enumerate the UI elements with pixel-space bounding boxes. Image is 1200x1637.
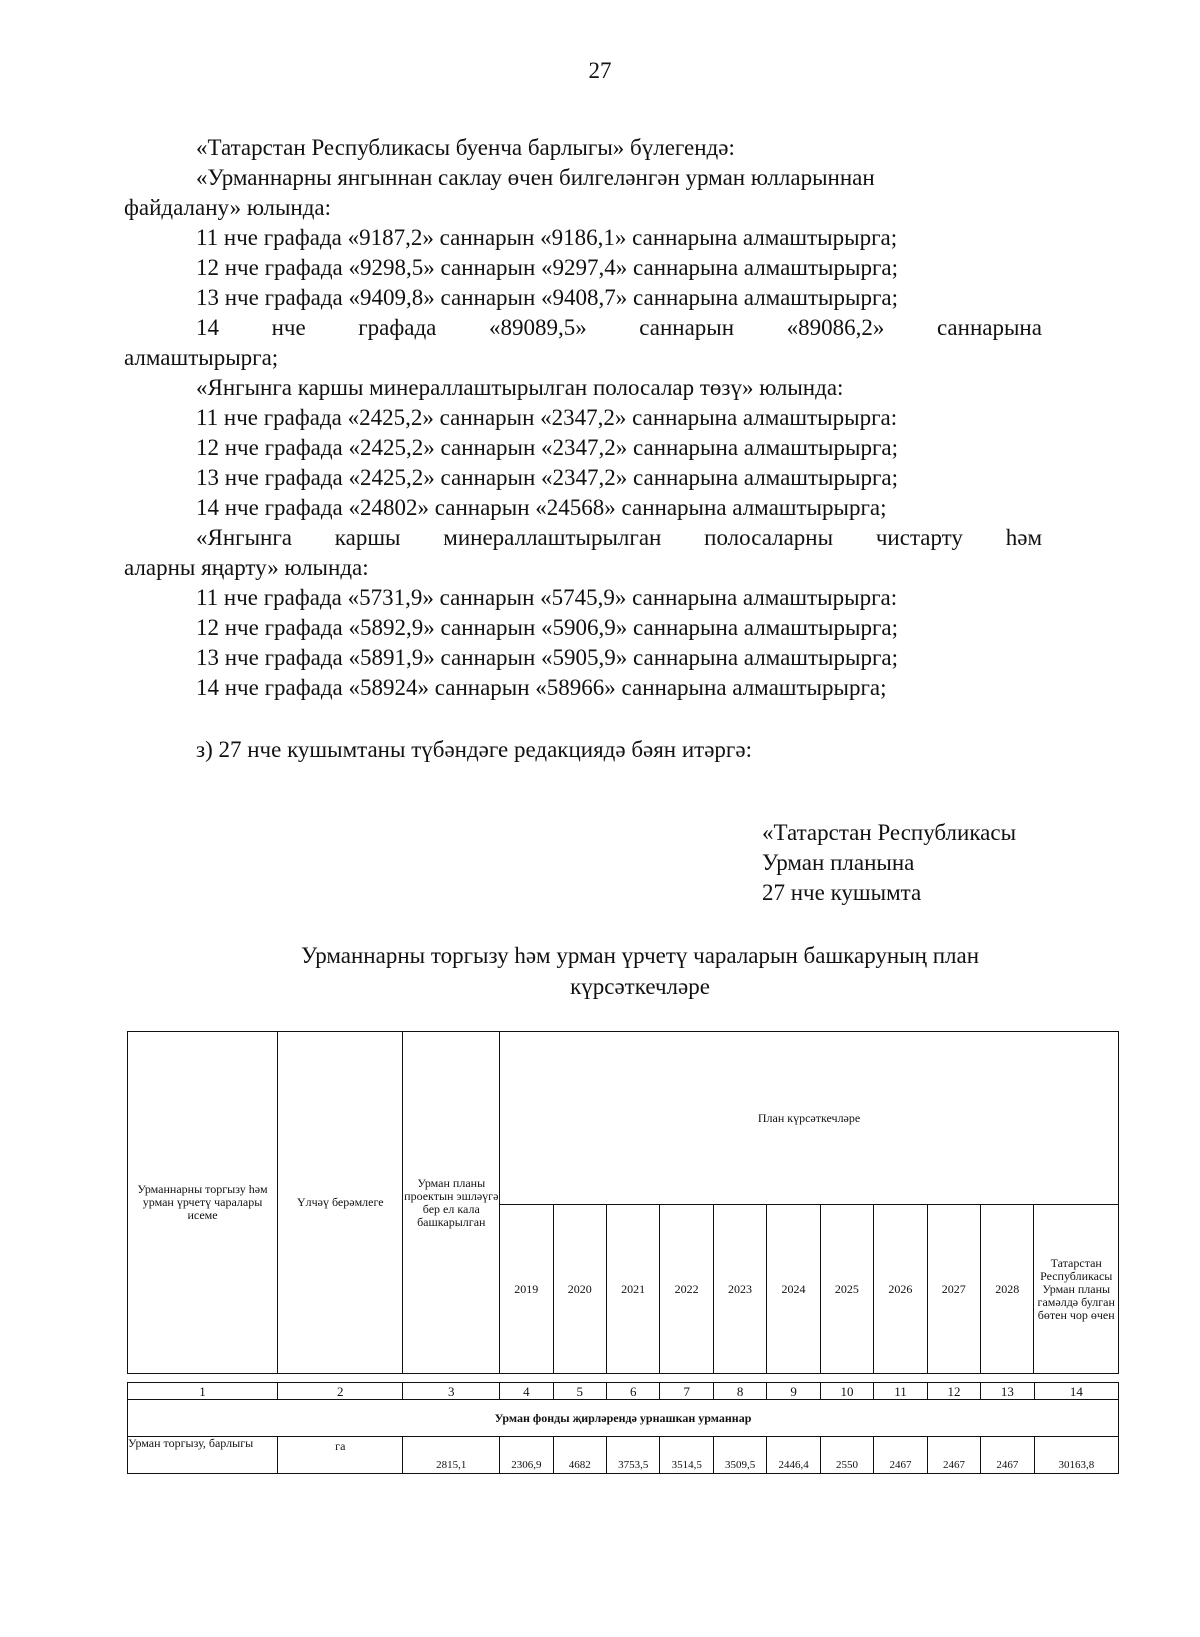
justified-line (196, 314, 1042, 342)
word: чистарту (875, 525, 963, 550)
col-header-unit: Үлчәү берәмлеге (278, 1032, 403, 1374)
paragraph-line: алмаштырырга; (124, 345, 279, 370)
year-header: 2025 (820, 1205, 873, 1374)
paragraph-line: 13 нче графада «2425,2» саннарын «2347,2» саннарына алмаштырырга; (196, 465, 898, 490)
cell-value: 2467 (874, 1437, 927, 1474)
column-number: 12 (927, 1383, 980, 1400)
paragraph-line: 13 нче графада «9409,8» саннарын «9408,7» саннарына алмаштырырга; (196, 285, 898, 310)
paragraph-line: 11 нче графада «2425,2» саннарын «2347,2» саннарына алмаштырырга: (196, 405, 898, 430)
table-header (127, 1031, 1119, 1374)
column-number: 11 (874, 1383, 927, 1400)
paragraph-line: аларны яңарту» юлында: (124, 555, 369, 580)
col-header-done: Урман планы проектын эшләүгә бер ел кала башкарылган (403, 1032, 500, 1374)
column-number: 9 (767, 1383, 820, 1400)
cell-value: 2467 (927, 1437, 980, 1474)
appendix-reference (762, 818, 1016, 908)
word: саннарын (639, 315, 735, 340)
cell-value: 3753,5 (607, 1437, 660, 1474)
paragraph-line: 12 нче графада «5892,9» саннарын «5906,9» саннарына алмаштырырга; (196, 615, 898, 640)
col-header-name: Урманнарны торгызу һәм урман үрчетү чаралары исеме (128, 1032, 278, 1374)
word: «Янгынга (196, 525, 292, 550)
cell-value: 3509,5 (713, 1437, 766, 1474)
year-header: 2024 (767, 1205, 820, 1374)
paragraph-line: 13 нче графада «5891,9» саннарын «5905,9» саннарына алмаштырырга; (196, 645, 898, 670)
paragraph-line: 12 нче графада «2425,2» саннарын «2347,2» саннарына алмаштырырга; (196, 435, 898, 460)
justified-line (196, 524, 1042, 552)
paragraph-line: «Урманнарны янгыннан саклау өчен билгеләнгән урман юлларыннан (196, 165, 875, 190)
word: 14 (196, 315, 219, 340)
appendix-line: «Татарстан Республикасы (762, 820, 1017, 845)
column-number: 6 (607, 1383, 660, 1400)
cell-value: 2550 (820, 1437, 873, 1474)
year-header: 2019 (500, 1205, 553, 1374)
column-number: 2 (278, 1383, 403, 1400)
plan-indicators-header: План күрсәткечләре (500, 1032, 1119, 1205)
cell-value: 2815,1 (403, 1437, 500, 1474)
word: «89086,2» (786, 315, 885, 340)
word: нче (271, 315, 306, 340)
word: һәм (1005, 525, 1042, 550)
table-row (128, 1437, 1119, 1474)
word: каршы (334, 525, 401, 550)
paragraph-line: 12 нче графада «9298,5» саннарын «9297,4» саннарына алмаштырырга; (196, 255, 898, 280)
appendix-line: Урман планына (762, 850, 915, 875)
paragraph-line: 14 нче графада «24802» саннарын «24568» саннарына алмаштырырга; (196, 495, 887, 520)
word: полосаларны (704, 525, 834, 550)
word: графада (358, 315, 437, 340)
table-title-line: Урманнарны торгызу һәм урман үрчетү чараларын башкаруның план (300, 943, 980, 968)
column-number: 14 (1034, 1383, 1118, 1400)
word: саннарына (936, 315, 1042, 340)
word: минераллаштырылган (443, 525, 662, 550)
paragraph-line: з) 27 нче кушымтаны түбәндәге редакциядә бәян итәргә: (196, 737, 752, 762)
year-header: 2021 (606, 1205, 659, 1374)
paragraph-line: 11 нче графада «5731,9» саннарын «5745,9» саннарына алмаштырырга: (196, 585, 898, 610)
table-title-line: күрсәткечләре (570, 974, 710, 999)
paragraph-line: «Янгынга каршы минераллаштырылган полосалар төзү» юлында: (196, 375, 844, 400)
appendix-line: 27 нче кушымта (762, 880, 922, 905)
column-number: 8 (713, 1383, 766, 1400)
column-number: 1 (128, 1383, 278, 1400)
table-body (127, 1382, 1119, 1474)
page-number: 27 (588, 58, 612, 83)
row-unit: га (278, 1437, 403, 1474)
year-header: 2020 (553, 1205, 606, 1374)
cell-value: 2306,9 (500, 1437, 553, 1474)
cell-value: 2467 (981, 1437, 1034, 1474)
word: «89089,5» (488, 315, 587, 340)
paragraph-line: 11 нче графада «9187,2» саннарын «9186,1» саннарына алмаштырырга; (196, 225, 898, 250)
total-period-header: Татарстан Республикасы Урман планы гамәлдә булган бөтен чор өчен (1034, 1205, 1119, 1374)
cell-value: 2446,4 (767, 1437, 820, 1474)
column-number: 10 (820, 1383, 873, 1400)
paragraph-line: «Татарстан Республикасы буенча барлыгы» бүлегендә: (196, 135, 735, 160)
column-number: 5 (553, 1383, 606, 1400)
cell-value: 4682 (553, 1437, 606, 1474)
table-title (150, 940, 1130, 1002)
cell-value: 30163,8 (1034, 1437, 1118, 1474)
year-header: 2027 (927, 1205, 980, 1374)
column-number: 3 (403, 1383, 500, 1400)
year-header: 2026 (874, 1205, 927, 1374)
column-number: 4 (500, 1383, 553, 1400)
section-title: Урман фонды җирләрендә урнашкан урманнар (128, 1400, 1119, 1437)
year-header: 2028 (981, 1205, 1034, 1374)
column-number-row (128, 1383, 1119, 1400)
year-header: 2023 (713, 1205, 766, 1374)
column-number: 13 (981, 1383, 1034, 1400)
column-number: 7 (660, 1383, 713, 1400)
row-name: Урман торгызу, барлыгы (128, 1437, 278, 1474)
year-header: 2022 (660, 1205, 713, 1374)
paragraph-line: 14 нче графада «58924» саннарын «58966» саннарына алмаштырырга; (196, 675, 887, 700)
paragraph-line: файдалану» юлында: (124, 195, 331, 220)
cell-value: 3514,5 (660, 1437, 713, 1474)
